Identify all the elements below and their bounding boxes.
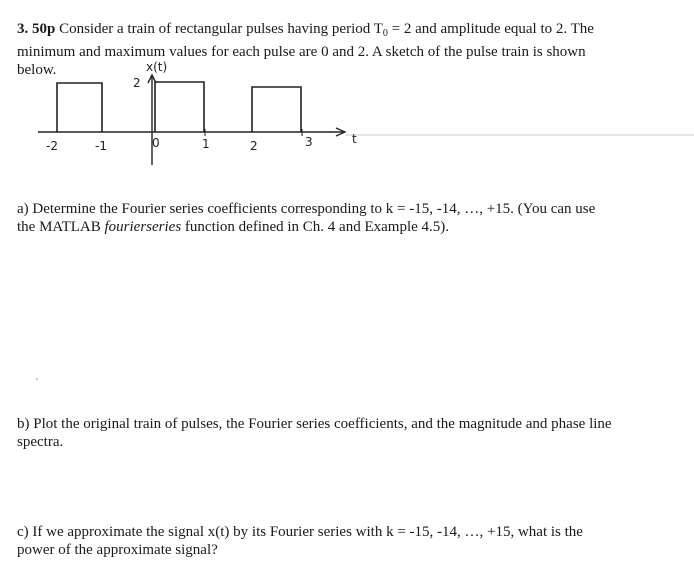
tick-label-2: 2	[250, 139, 258, 153]
problem-line-3: below.	[17, 62, 57, 78]
period-subscript: 0	[382, 28, 388, 39]
part-a-line-2	[17, 218, 595, 236]
pulse-train-sketch	[0, 55, 694, 165]
t-axis-label: t	[352, 132, 357, 146]
tick-label-1: 1	[202, 137, 210, 151]
pulse-3	[252, 87, 301, 132]
part-a	[17, 200, 595, 236]
part-c	[17, 523, 583, 559]
problem-text-pre: Consider a train of rectangular pulses having period T	[55, 21, 383, 37]
part-a-text-pre: the MATLAB	[17, 219, 105, 235]
function-name: fourierseries	[104, 219, 182, 235]
pulse-1	[57, 83, 102, 132]
part-b-line-1: b) Plot the original train of pulses, the Fourier series coefficients, and the magnitude and phase line	[17, 416, 612, 432]
problem-line-2: minimum and maximum values for each pulse are 0 and 2. A sketch of the pulse train is shown	[17, 44, 586, 60]
part-c-line-2: power of the approximate signal?	[17, 542, 218, 558]
pulse-2	[155, 82, 204, 132]
problem-text-post: = 2 and amplitude equal to 2. The	[387, 21, 594, 37]
tick-label-neg2: -2	[46, 139, 58, 153]
part-b	[17, 415, 612, 451]
problem-number: 3.	[17, 21, 29, 37]
tick-label-0: 0	[152, 136, 160, 150]
stray-dot	[36, 378, 38, 380]
part-a-line-1: a) Determine the Fourier series coefficients corresponding to k = -15, -14, …, +15. (You can use	[17, 201, 596, 217]
part-a-text-post: function defined in Ch. 4 and Example 4.5).	[181, 219, 450, 235]
tick-label-neg1: -1	[95, 139, 107, 153]
y-axis-label: x(t)	[146, 60, 168, 74]
amplitude-label: 2	[133, 76, 141, 90]
tick-label-3: 3	[305, 135, 313, 149]
problem-line-1	[17, 20, 594, 43]
part-b-line-2: spectra.	[17, 434, 64, 450]
problem-points: 50p	[32, 21, 56, 37]
part-c-line-1: c) If we approximate the signal x(t) by its Fourier series with k = -15, -14, …, +15, what is the	[17, 524, 583, 540]
